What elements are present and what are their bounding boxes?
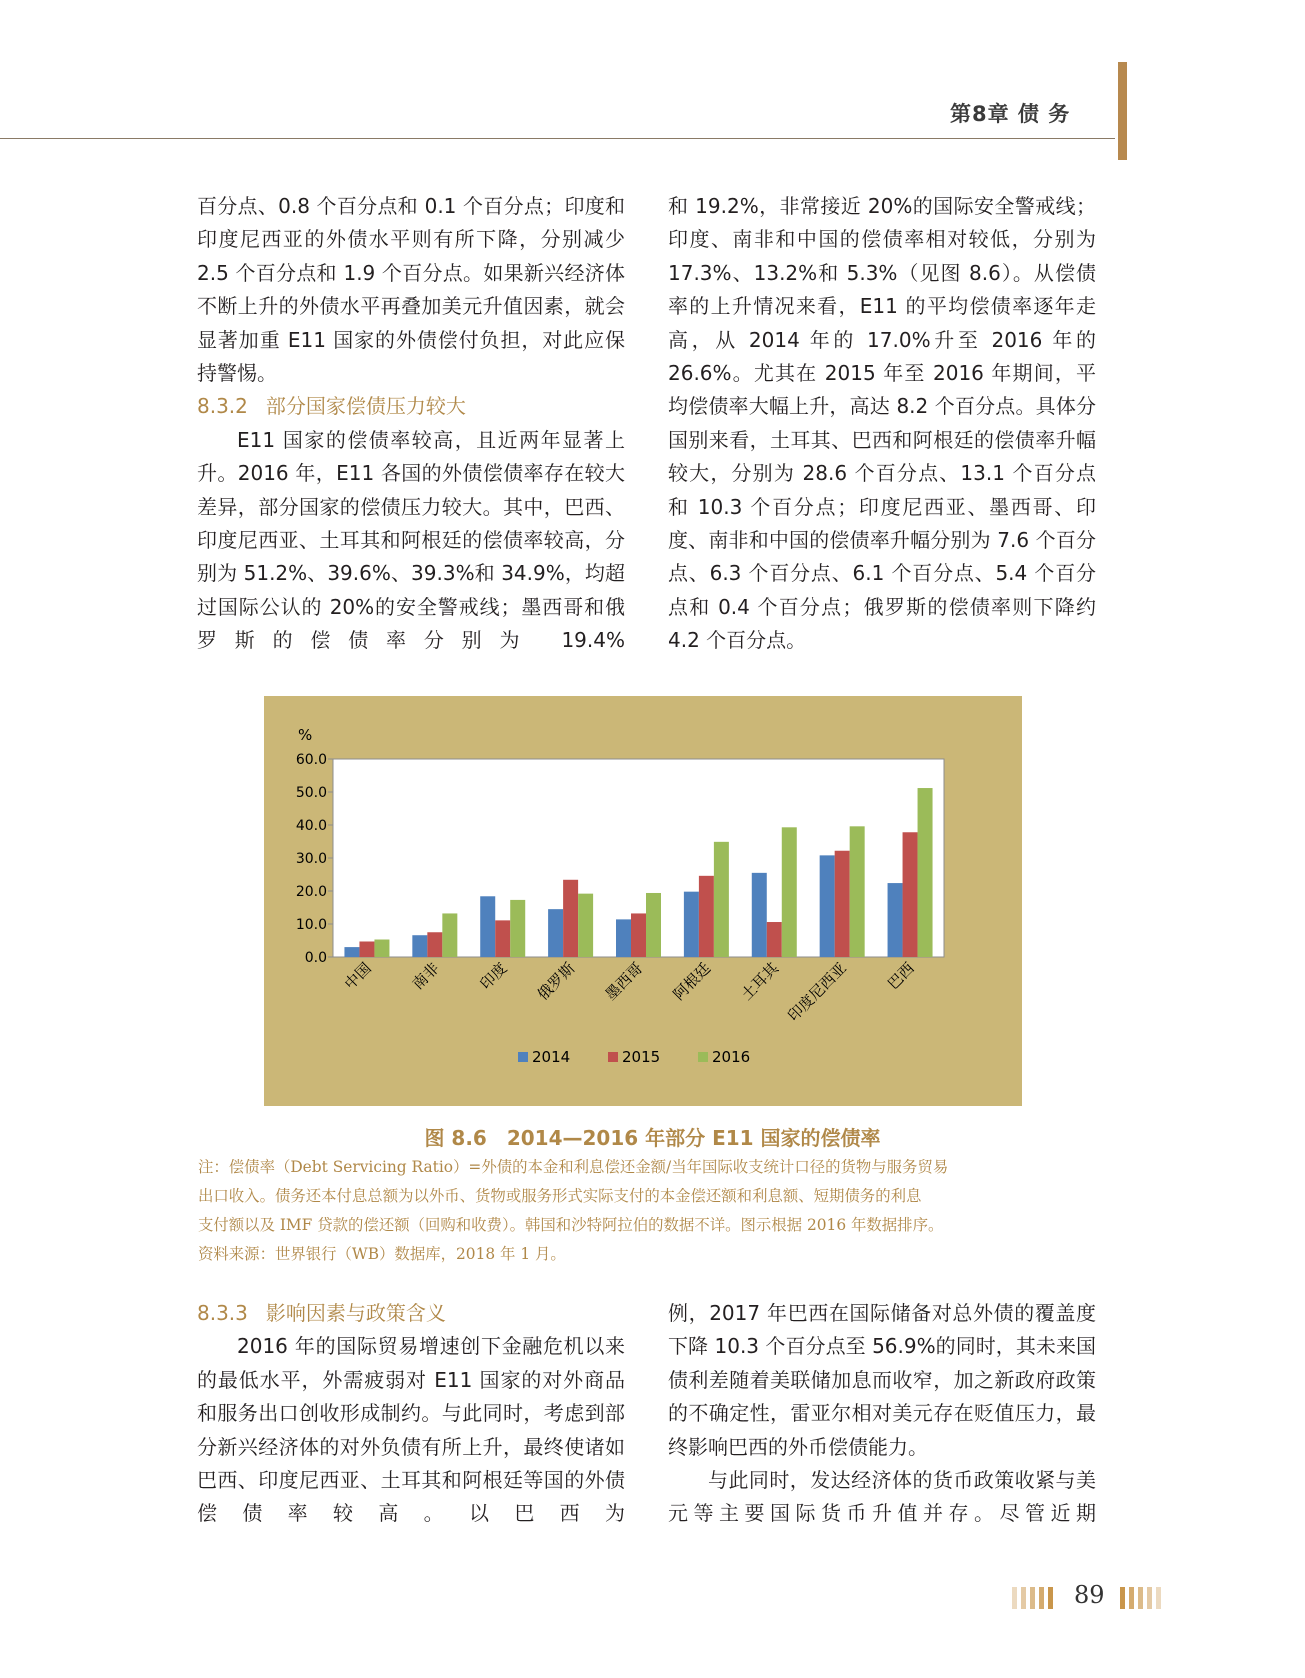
- x-category-label: 巴西: [883, 959, 918, 994]
- x-category-label: 俄罗斯: [533, 959, 579, 1004]
- paragraph: E11 国家的偿债率较高，且近两年显著上升。2016 年，E11 各国的外债偿债率存在较大差异，部分国家的偿债压力较大。其中，巴西、印度尼西亚、土耳其和阿根廷的偿债率较高，分别为 51.2%、39.6%、39.3%和 34.9%，均超过国际公认的 20%的安全警戒线；墨西哥和俄罗斯的偿债率分别为 19.4%: [197, 427, 625, 653]
- y-tick-label: 40.0: [295, 818, 327, 834]
- bar-2015: [699, 876, 714, 957]
- x-category-label: 土耳其: [737, 959, 783, 1004]
- bar-2015: [495, 920, 510, 957]
- bar-2014: [344, 947, 359, 957]
- x-category-label: 南非: [408, 959, 443, 994]
- y-tick-label: 10.0: [295, 917, 327, 933]
- note-line: 出口收入。债务还本付息总额为以外币、货物或服务形式实际支付的本金偿还额和利息额、短期债务的利息: [198, 1187, 922, 1205]
- left-column-top: [197, 190, 625, 658]
- section-heading-8-3-3: [197, 1297, 625, 1330]
- right-column-top: [668, 190, 1096, 658]
- note-line: 支付额以及 IMF 贷款的偿还额（回购和收费）。韩国和沙特阿拉伯的数据不详。图示根据 2016 年数据排序。: [198, 1216, 944, 1234]
- header-accent-bar: [1118, 62, 1127, 160]
- page-footer: [1012, 1581, 1182, 1611]
- y-tick-label: 50.0: [295, 785, 327, 801]
- paragraph: 与此同时，发达经济体的货币政策收紧与美元等主要国际货币升值并存。尽管近期: [668, 1468, 1096, 1526]
- section-title: 部分国家偿债压力较大: [265, 394, 466, 419]
- bar-2016: [442, 913, 457, 957]
- bar-2015: [631, 913, 646, 957]
- legend-label: 2016: [712, 1048, 751, 1066]
- y-tick-label: 60.0: [295, 752, 327, 768]
- figure-notes: [198, 1153, 1098, 1269]
- bar-2015: [767, 922, 782, 957]
- section-title: 影响因素与政策含义: [265, 1301, 446, 1325]
- debt-service-ratio-chart: [264, 696, 1022, 1106]
- legend-swatch: [608, 1052, 618, 1062]
- chapter-title: 第8章 债 务: [950, 102, 1071, 126]
- bar-2016: [714, 842, 729, 957]
- paragraph: 和 19.2%，非常接近 20%的国际安全警戒线；印度、南非和中国的偿债率相对较低，分别为 17.3%、13.2%和 5.3%（见图 8.6）。从偿债率的上升情况来看，E11 的平均偿债率逐年走高，从 2014 年的 17.0%升至 2016 年的 26.6%。尤其在 2015 年至 2016 年期间，平均偿债率大幅上升，高达 8.2 个百分点。具体分国别来看，土耳其、巴西和阿根廷的偿债率升幅较大，分别为 28.6 个百分点、13.1 个百分点和 10.3 个百分点；印度尼西亚、墨西哥、印度、南非和中国的偿债率升幅分别为 7.6 个百分点、6.3 个百分点、6.1 个百分点、5.4 个百分点和 0.4 个百分点；俄罗斯的偿债率则下降约 4.2 个百分点。: [668, 194, 1096, 653]
- bar-2015: [427, 932, 442, 957]
- bar-2016: [918, 788, 933, 957]
- bar-2016: [510, 900, 525, 957]
- bar-2014: [820, 855, 835, 957]
- section-number: 8.3.3: [197, 1301, 248, 1325]
- x-category-label: 阿根廷: [669, 959, 715, 1004]
- y-axis-unit-label: %: [298, 726, 313, 744]
- y-tick-label: 20.0: [295, 884, 327, 900]
- bar-2016: [578, 894, 593, 957]
- page-number: 89: [1074, 1581, 1105, 1609]
- x-category-label: 墨西哥: [601, 959, 647, 1004]
- y-tick-label: 0.0: [304, 950, 327, 966]
- x-category-label: 印度: [476, 959, 511, 994]
- paragraph: 例，2017 年巴西在国际储备对总外债的覆盖度下降 10.3 个百分点至 56.9%的同时，其未来国债利差随着美联储加息而收窄，加之新政府政策的不确定性，雷亚尔相对美元存在贬值压力，最终影响巴西的外币偿债能力。: [668, 1301, 1096, 1459]
- legend-label: 2015: [622, 1048, 661, 1066]
- bar-2016: [374, 940, 389, 957]
- x-category-label: 印度尼西亚: [784, 959, 850, 1025]
- paragraph: 2016 年的国际贸易增速创下金融危机以来的最低水平，外需疲弱对 E11 国家的对外商品和服务出口创收形成制约。与此同时，考虑到部分新兴经济体的对外负债有所上升，最终使诸如巴西、印度尼西亚、土耳其和阿根廷等国的外债偿债率较高。以巴西为: [197, 1334, 625, 1526]
- note-line: 注：偿债率（Debt Servicing Ratio）=外债的本金和利息偿还金额/当年国际收支统计口径的货物与服务贸易: [198, 1158, 949, 1176]
- decorative-stripes-left: [1012, 1587, 1053, 1609]
- bar-2014: [752, 873, 767, 957]
- bar-2015: [359, 941, 374, 957]
- figure-caption: 图 8.6 2014—2016 年部分 E11 国家的偿债率: [424, 1126, 881, 1150]
- legend-label: 2014: [532, 1048, 571, 1066]
- legend-swatch: [518, 1052, 528, 1062]
- section-number: 8.3.2: [197, 394, 248, 419]
- bar-2014: [616, 919, 631, 957]
- x-category-label: 中国: [340, 959, 375, 994]
- bar-2016: [646, 893, 661, 957]
- bar-2014: [412, 935, 427, 957]
- bar-2016: [850, 826, 865, 957]
- bar-2014: [684, 892, 699, 957]
- paragraph: 百分点、0.8 个百分点和 0.1 个百分点；印度和印度尼西亚的外债水平则有所下降，分别减少 2.5 个百分点和 1.9 个百分点。如果新兴经济体不断上升的外债水平再叠加美元升值因素，就会显著加重 E11 国家的外债偿付负担，对此应保持警惕。: [197, 194, 625, 386]
- bar-2014: [548, 909, 563, 957]
- bar-2015: [563, 880, 578, 957]
- header-rule: [0, 138, 1115, 139]
- bar-2015: [835, 851, 850, 957]
- bar-2014: [480, 896, 495, 957]
- y-tick-label: 30.0: [295, 851, 327, 867]
- chart-svg: [264, 696, 1022, 1106]
- source-line: 资料来源：世界银行（WB）数据库，2018 年 1 月。: [198, 1245, 566, 1263]
- bar-2015: [903, 832, 918, 957]
- right-column-bottom: [668, 1297, 1096, 1531]
- bar-2016: [782, 827, 797, 957]
- legend-swatch: [698, 1052, 708, 1062]
- bar-2014: [888, 883, 903, 957]
- left-column-bottom: [197, 1297, 625, 1531]
- decorative-stripes-right: [1120, 1587, 1161, 1609]
- section-heading-8-3-2: [197, 390, 625, 423]
